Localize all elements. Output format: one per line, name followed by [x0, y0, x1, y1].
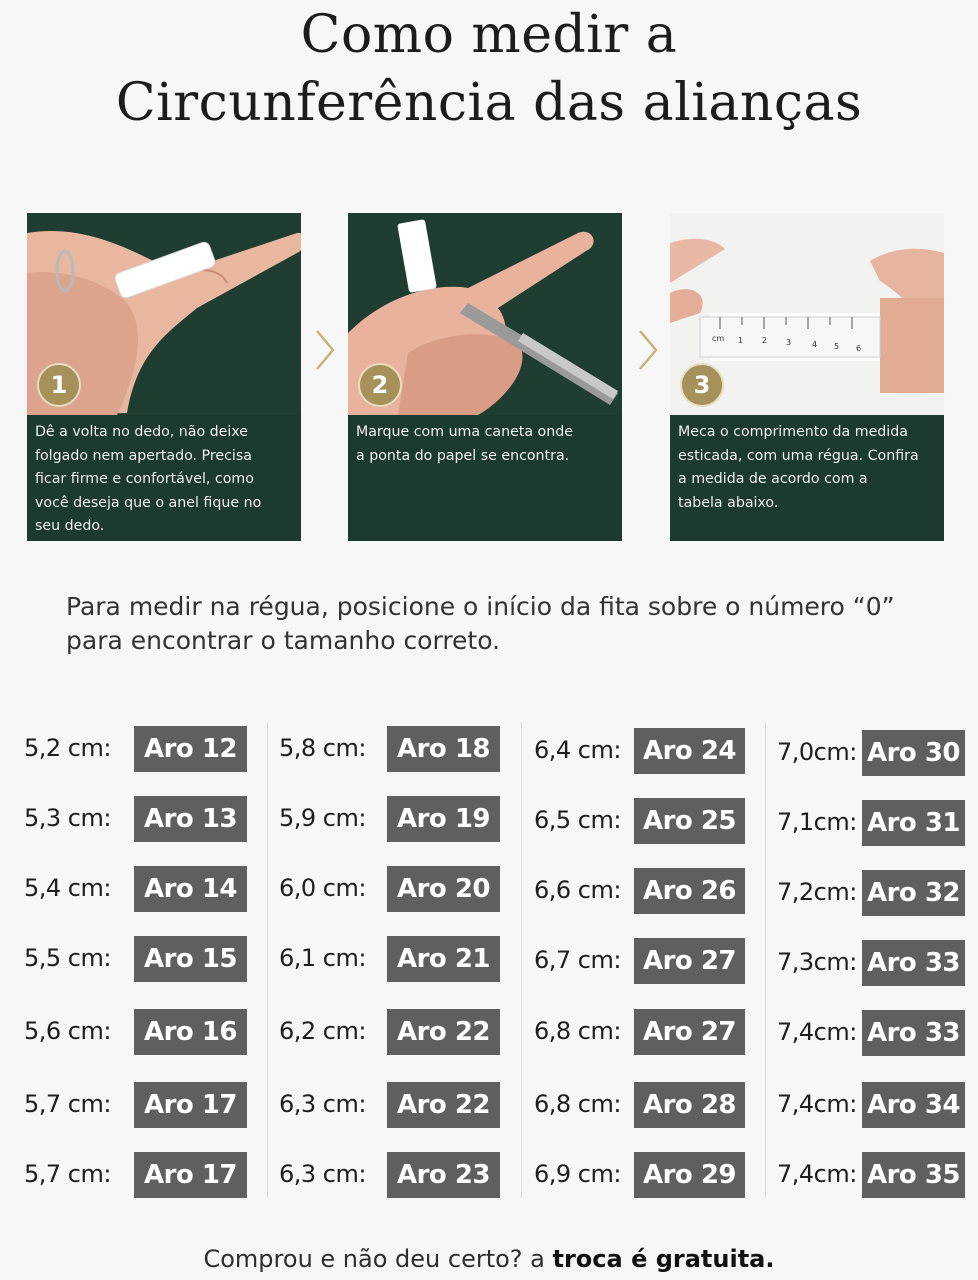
ring-size-badge: Aro 34	[862, 1082, 965, 1128]
size-row	[534, 868, 749, 914]
size-row	[777, 870, 967, 916]
ring-size-badge: Aro 12	[134, 726, 247, 772]
ruler-label: 3	[786, 338, 792, 347]
step-description: Marque com uma caneta onde a ponta do papel se encontra.	[356, 424, 573, 464]
size-row	[777, 730, 967, 776]
ring-size-badge: Aro 27	[634, 938, 745, 984]
size-row	[24, 936, 249, 982]
size-row	[534, 1152, 749, 1198]
ring-size-badge: Aro 13	[134, 796, 247, 842]
size-row	[279, 866, 504, 912]
chevron-right-icon	[637, 328, 659, 372]
step-card-3	[670, 213, 944, 541]
size-row	[24, 1152, 249, 1198]
ring-size-badge: Aro 33	[862, 1010, 965, 1056]
title-line-2: Circunferência das alianças	[115, 73, 863, 133]
measurement-label: 6,6 cm:	[534, 876, 621, 904]
ring-size-badge: Aro 21	[387, 936, 500, 982]
size-row	[279, 1082, 504, 1128]
size-row	[279, 1009, 504, 1055]
measurement-label: 7,4cm:	[777, 1160, 857, 1188]
ruler-instruction: Para medir na régua, posicione o início da fita sobre o número “0” para encontrar o tamanho correto.	[66, 592, 895, 655]
column-divider	[765, 722, 766, 1198]
measurement-label: 6,8 cm:	[534, 1090, 621, 1118]
measurement-label: 5,4 cm:	[24, 874, 111, 902]
chevron-right-icon	[314, 328, 336, 372]
size-row	[279, 796, 504, 842]
ring-size-badge: Aro 17	[134, 1082, 247, 1128]
size-row	[777, 1152, 967, 1198]
ruler-label: cm	[712, 334, 725, 343]
measurement-label: 5,7 cm:	[24, 1160, 111, 1188]
step-description: Meca o comprimento da medida esticada, com uma régua. Confira a medida de acordo com a tabela abaixo.	[678, 424, 919, 511]
ring-size-badge: Aro 25	[634, 798, 745, 844]
ring-size-badge: Aro 30	[862, 730, 965, 776]
column-divider	[267, 722, 268, 1198]
size-row	[279, 1152, 504, 1198]
ruler-label: 5	[834, 342, 840, 351]
ring-size-table	[0, 716, 978, 1198]
size-row	[777, 1010, 967, 1056]
step-description: Dê a volta no dedo, não deixe folgado nem apertado. Precisa ficar firme e confortável, como você deseja que o anel fique no seu dedo.	[35, 424, 262, 534]
ring-size-badge: Aro 27	[634, 1009, 745, 1055]
size-column-1	[24, 716, 254, 1198]
step-number-badge: 2	[358, 363, 402, 407]
ring-size-badge: Aro 31	[862, 800, 965, 846]
measurement-label: 5,9 cm:	[279, 804, 366, 832]
measurement-label: 5,6 cm:	[24, 1017, 111, 1045]
measurement-label: 5,3 cm:	[24, 804, 111, 832]
ring-size-badge: Aro 18	[387, 726, 500, 772]
step-number-badge: 1	[37, 363, 81, 407]
ring-size-badge: Aro 28	[634, 1082, 745, 1128]
measurement-label: 5,2 cm:	[24, 734, 111, 762]
ring-size-badge: Aro 26	[634, 868, 745, 914]
ring-size-badge: Aro 14	[134, 866, 247, 912]
measurement-label: 7,0cm:	[777, 738, 857, 766]
size-row	[24, 726, 249, 772]
size-row	[279, 726, 504, 772]
ruler-label: 4	[812, 340, 818, 349]
measurement-label: 7,2cm:	[777, 878, 857, 906]
measurement-label: 7,1cm:	[777, 808, 857, 836]
footer-emphasis: troca é gratuita.	[552, 1245, 775, 1273]
measurement-label: 7,4cm:	[777, 1018, 857, 1046]
measurement-label: 6,3 cm:	[279, 1160, 366, 1188]
size-row	[24, 1009, 249, 1055]
measurement-label: 6,2 cm:	[279, 1017, 366, 1045]
size-row	[777, 940, 967, 986]
column-divider	[521, 722, 522, 1198]
measurement-label: 6,5 cm:	[534, 806, 621, 834]
size-row	[534, 798, 749, 844]
ring-size-badge: Aro 20	[387, 866, 500, 912]
step-number-badge: 3	[680, 363, 724, 407]
step-card-2	[348, 213, 622, 541]
ring-size-badge: Aro 24	[634, 728, 745, 774]
ring-size-badge: Aro 23	[387, 1152, 500, 1198]
size-row	[534, 728, 749, 774]
size-column-4	[777, 716, 972, 1198]
size-row	[24, 796, 249, 842]
ring-size-badge: Aro 17	[134, 1152, 247, 1198]
measurement-label: 5,7 cm:	[24, 1090, 111, 1118]
footer-text: Comprou e não deu certo? a	[203, 1245, 553, 1273]
ruler-label: 1	[738, 336, 744, 345]
ring-size-badge: Aro 19	[387, 796, 500, 842]
title-line-1: Como medir a	[300, 5, 678, 65]
measurement-label: 7,4cm:	[777, 1090, 857, 1118]
ring-size-badge: Aro 32	[862, 870, 965, 916]
step-card-1	[27, 213, 301, 541]
measurement-label: 5,5 cm:	[24, 944, 111, 972]
ring-size-badge: Aro 16	[134, 1009, 247, 1055]
measurement-label: 6,1 cm:	[279, 944, 366, 972]
ruler-label: 6	[856, 344, 862, 353]
size-row	[279, 936, 504, 982]
ring-size-badge: Aro 22	[387, 1009, 500, 1055]
measurement-label: 5,8 cm:	[279, 734, 366, 762]
size-row	[534, 1082, 749, 1128]
measurement-label: 6,0 cm:	[279, 874, 366, 902]
ring-size-badge: Aro 29	[634, 1152, 745, 1198]
ring-size-badge: Aro 33	[862, 940, 965, 986]
size-row	[534, 1009, 749, 1055]
ring-size-badge: Aro 35	[862, 1152, 965, 1198]
size-row	[24, 1082, 249, 1128]
measurement-label: 6,8 cm:	[534, 1017, 621, 1045]
measurement-label: 6,4 cm:	[534, 736, 621, 764]
measurement-label: 6,3 cm:	[279, 1090, 366, 1118]
measurement-label: 6,7 cm:	[534, 946, 621, 974]
size-row	[534, 938, 749, 984]
measurement-label: 6,9 cm:	[534, 1160, 621, 1188]
size-row	[777, 800, 967, 846]
size-column-2	[279, 716, 509, 1198]
ring-size-badge: Aro 22	[387, 1082, 500, 1128]
ring-size-badge: Aro 15	[134, 936, 247, 982]
exchange-policy-note	[0, 1242, 978, 1276]
size-row	[24, 866, 249, 912]
size-row	[777, 1082, 967, 1128]
ruler-label: 2	[762, 336, 768, 345]
measurement-label: 7,3cm:	[777, 948, 857, 976]
size-column-3	[534, 716, 759, 1198]
